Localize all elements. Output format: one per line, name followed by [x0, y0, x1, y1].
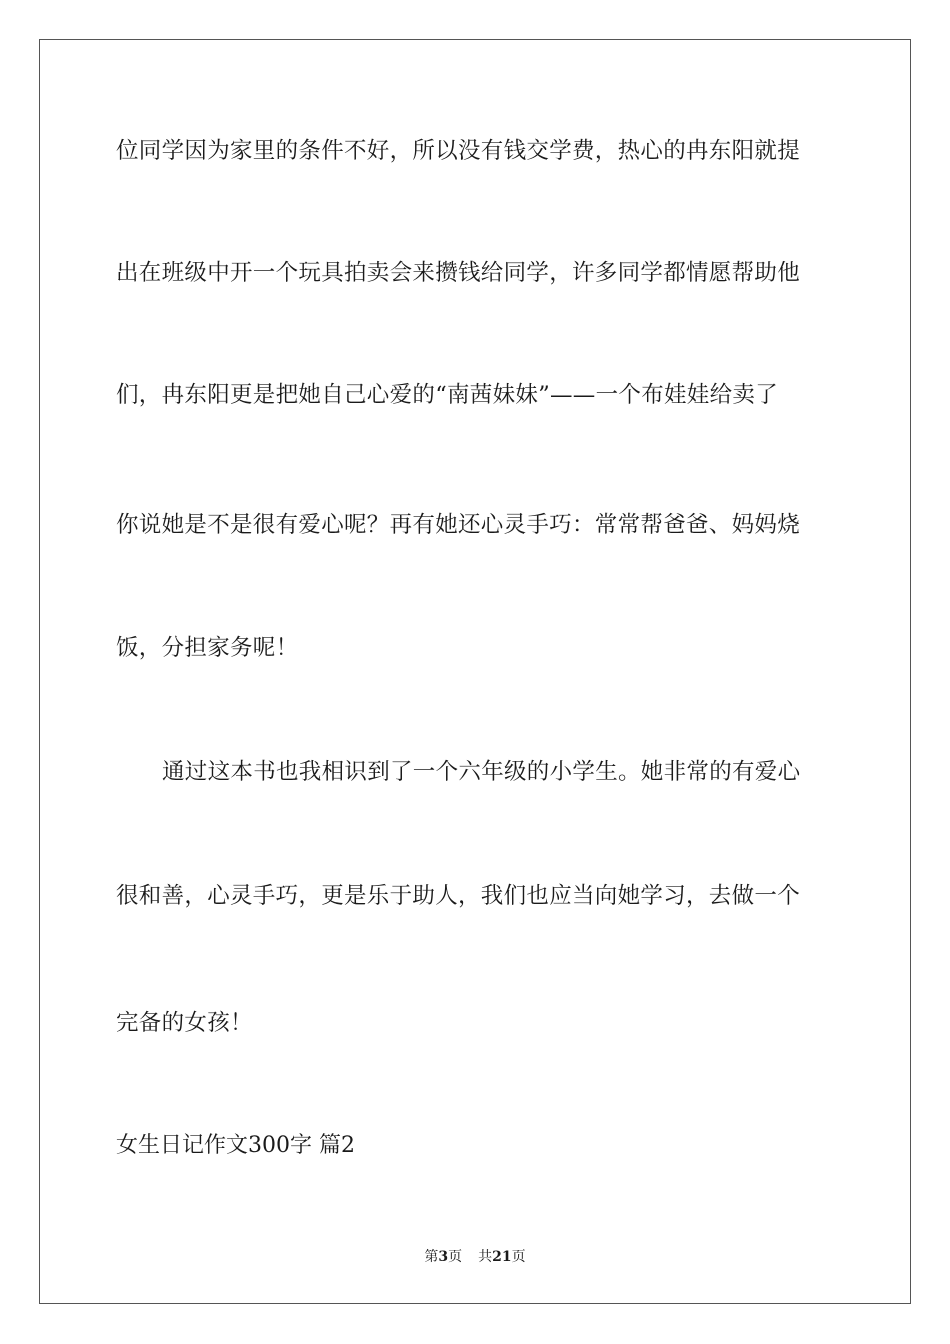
- paragraph-line: 们，冉东阳更是把她自己心爱的“南茜妹妹”——一个布娃娃给卖了: [116, 382, 779, 408]
- page-current: 3: [438, 1249, 449, 1265]
- paragraph-line: 出在班级中开一个玩具拍卖会来攒钱给同学，许多同学都情愿帮助他: [116, 260, 801, 286]
- total-prefix: 共: [478, 1249, 493, 1265]
- paragraph-line: 你说她是不是很有爱心呢？再有她还心灵手巧：常常帮爸爸、妈妈烧: [116, 512, 801, 538]
- total-suffix: 页: [511, 1249, 526, 1265]
- page-total: 21: [492, 1249, 512, 1265]
- section-title: 女生日记作文300字 篇2: [116, 1133, 355, 1158]
- paragraph-line: 通过这本书也我相识到了一个六年级的小学生。她非常的有爱心: [162, 759, 801, 785]
- paragraph-line: 完备的女孩！: [116, 1010, 253, 1036]
- page-suffix: 页: [448, 1249, 463, 1265]
- paragraph-line: 很和善，心灵手巧，更是乐于助人，我们也应当向她学习，去做一个: [116, 883, 801, 909]
- paragraph-line: 饭，分担家务呢！: [116, 635, 299, 661]
- paragraph-line: 位同学因为家里的条件不好，所以没有钱交学费，热心的冉东阳就提: [116, 138, 801, 164]
- page-frame: [39, 39, 911, 1304]
- page-prefix: 第: [424, 1249, 439, 1265]
- page-footer: [0, 1247, 950, 1267]
